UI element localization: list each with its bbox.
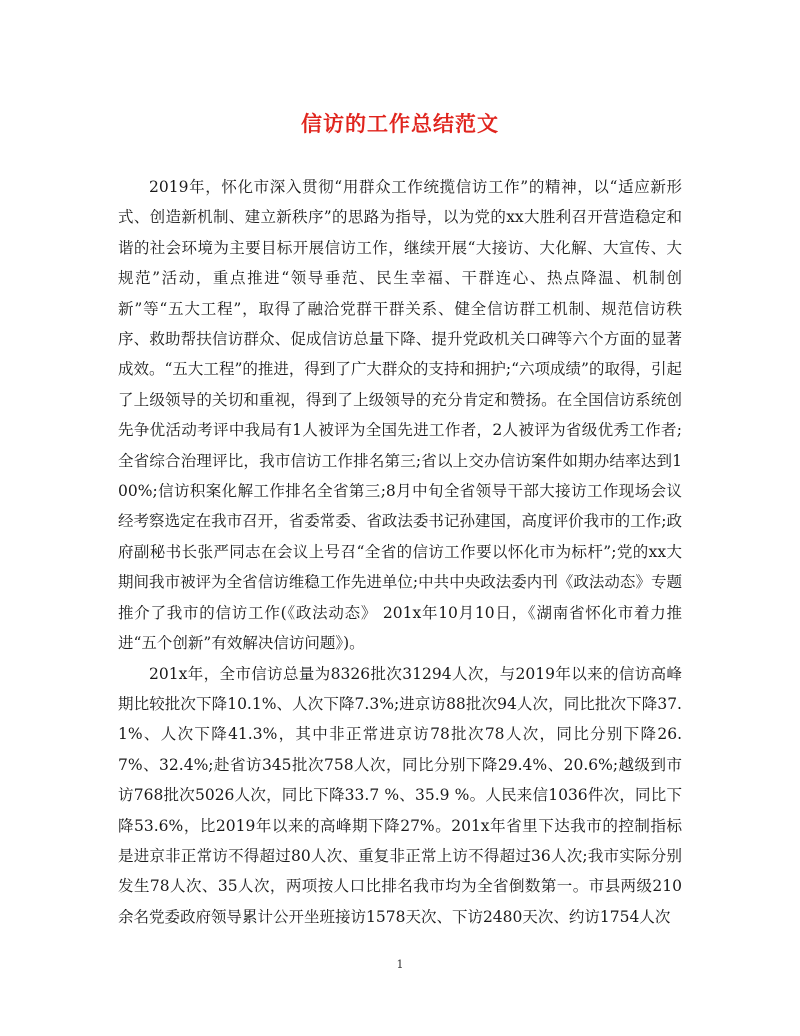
document-body: [118, 172, 682, 932]
page-number: 1: [396, 958, 404, 971]
document-title: 信访的工作总结范文: [301, 111, 499, 136]
paragraph-1: 2019年，怀化市深入贯彻“用群众工作统揽信访工作”的精神，以“适应新形式、创造新机制、建立新秩序”的思路为指导，以为党的xx大胜利召开营造稳定和谐的社会环境为主要目标开展信访工作，继续开展“大接访、大化解、大宣传、大规范”活动，重点推进“领导垂范、民生幸福、干群连心、热点降温、机制创新”等“五大工程”，取得了融洽党群干群关系、健全信访群工机制、规范信访秩序、救助帮扶信访群众、促成信访总量下降、提升党政机关口碑等六个方面的显著成效。“五大工程”的推进，得到了广大群众的支持和拥护;“六项成绩”的取得，引起了上级领导的关切和重视，得到了上级领导的充分肯定和赞扬。在全国信访系统创先争优活动考评中我局有1人被评为全国先进工作者，2人被评为省级优秀工作者;全省综合治理评比，我市信访工作排名第三;省以上交办信访案件如期办结率达到100%;信访积案化解工作排名全省第三;8月中旬全省领导干部大接访工作现场会议经考察选定在我市召开，省委常委、省政法委书记孙建国，高度评价我市的工作;政府副秘书长张严同志在会议上号召“全省的信访工作要以怀化市为标杆”;党的xx大期间我市被评为全省信访维稳工作先进单位;中共中央政法委内刊《政法动态》专题推介了我市的信访工作(《政法动态》 201x年10月10日，《湖南省怀化市着力推进“五个创新”有效解决信访问题》)。: [118, 178, 682, 653]
paragraph-2: 201x年，全市信访总量为8326批次31294人次，与2019年以来的信访高峰期比较批次下降10.1%、人次下降7.3%;进京访88批次94人次，同比批次下降37.1%、人次下降41.3%，其中非正常进京访78批次78人次，同比分别下降26.7%、32.4%;赴省访345批次758人次，同比分别下降29.4%、20.6%;越级到市访768批次5026人次，同比下降33.7 %、35.9 %。人民来信1036件次，同比下降53.6%，比2019年以来的高峰期下降27%。201x年省里下达我市的控制指标是进京非正常访不得超过80人次、重复非正常上访不得超过36人次;我市实际分别发生78人次、35人次，两项按人口比排名我市均为全省倒数第一。市县两级210余名党委政府领导累计公开坐班接访1578天次、下访2480天次、约访1754人次: [118, 664, 682, 926]
